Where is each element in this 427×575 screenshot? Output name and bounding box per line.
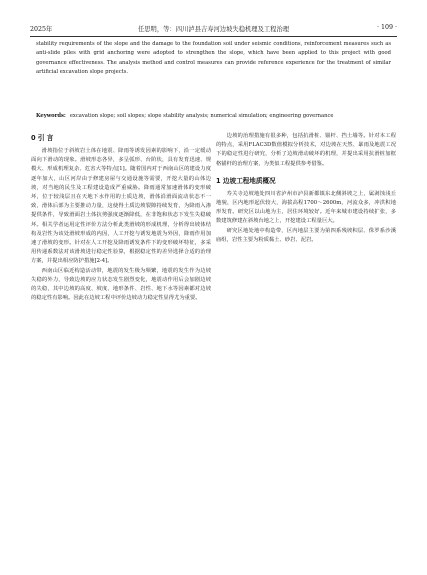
keywords-label: Keywords: [36, 113, 66, 119]
left-column [31, 132, 211, 303]
abstract-text: stability requirements of the slope and the damage to the foundation soil under seismic conditions, reinforcement measures such as anti-slide piles with grid anchoring were adopted to strengthen the slope, which have been applied to this project with good governance effectiveness. The analysis method and control measures can provide reference experience for the treatment of similar artificial excavation slope projects. [36, 41, 391, 76]
intro-paragraph-1: 滑坡指位于斜坡岩土体在地震、降雨等诱发因素的影响下，沿一定缓动面向下滑动的现象。滑坡形态各异，多呈弧形、台阶状，具有发育迅速、规模大、形成机理复杂、危害大等特点[1]。随着国内对于西南山区的建设力度逐年加大，山区河岸由于修建房屋与交通设施等需要，开挖大量的山体边坡，对当地的民生及工程建设造成严重威胁。降雨通常加速滑体的变形破坏，位于较浅层且在天地下水作用的土质边坡，滑体沿滑面流动状态不一致，滑体后部为主要推动力量，这使得土质边坡裂隙持续发育，为降雨入渗提供条件，导致滑面岩土体抗剪强度逐渐降低，在非饱和状态下发生失稳破坏。相关学者运用定性评价方法分析此类滑坡的形成机理，分析得出坡体结构及岩性为该处滑坡形成的内因，人工开挖与诱发地震为外因，降雨作用加速了滑坡的变形。针对在人工开挖及降雨诱发条件下的变形破坏特征，多采用传递系数法对该滑坡进行稳定性验算，根据稳定性的差异选择合适的治理方案，并提出相应防护措施[2-4]。 [31, 148, 211, 265]
running-title: 任思明，等：四川泸县吉寿河边坡失稳机理及工程治理 [137, 26, 290, 33]
english-abstract [36, 40, 391, 78]
geology-paragraph-2: 研究区地处地中构造带，区内地层主要为第四系残坡积层、侏罗系沙溪庙组，岩性主要为粉质黏土、砂岩、泥岩。 [216, 227, 396, 243]
keywords-text: excavation slope; soil slopes; slope stability analysis; numerical simulation; engineering governance [69, 113, 334, 119]
header-rule [30, 36, 397, 37]
journal-year: 2025年 [30, 26, 53, 33]
keywords [36, 112, 391, 120]
page-header [30, 22, 397, 34]
section-geology-title: 1 边坡工程地质概况 [216, 176, 276, 185]
section-introduction-title: 0 引 言 [31, 134, 54, 142]
right-paragraph-1: 边坡的治理措施有很多种，包括抗滑桩、锚杆、挡土墙等。针对本工程的特点，采用FLAC3D数值模拟分析技术，对边坡在天然、暴雨及地震工况下的稳定性进行研究，分析了边坡滑动破坏的机理，并提出采用抗滑桩加框格锚杆的治理方案，为类似工程提供参考借鉴。 [216, 133, 396, 167]
right-column [216, 132, 396, 245]
intro-paragraph-2: 西南山区临近构造活动带，地震的发生极为频繁，地震的发生作为边坡失稳的外力，导致边坡的应力状态发生剧烈变化，地震动作用后会加剧边坡的失稳，其中边坡的高度、坡度、地形条件、岩性、地下水等因素都对边坡的稳定性有影响。因此在边坡工程中评价边坡动力稳定性显得尤为重要。 [31, 267, 211, 302]
geology-paragraph-1: 寿关寺边坡地处四川省泸州市泸县新都镇东北侧斜坡之上，属剥蚀浅丘地貌，区内地形起伏较大，海拔高程1700～2600m，河流众多，冲洪积地形发育。研究区以山地为主，居住环境较好。近年来城市建设持续扩张，多数建筑修建在斜坡台地之上，开挖建设工程量巨大。 [216, 190, 396, 225]
page-number: · 109 · [376, 24, 397, 31]
